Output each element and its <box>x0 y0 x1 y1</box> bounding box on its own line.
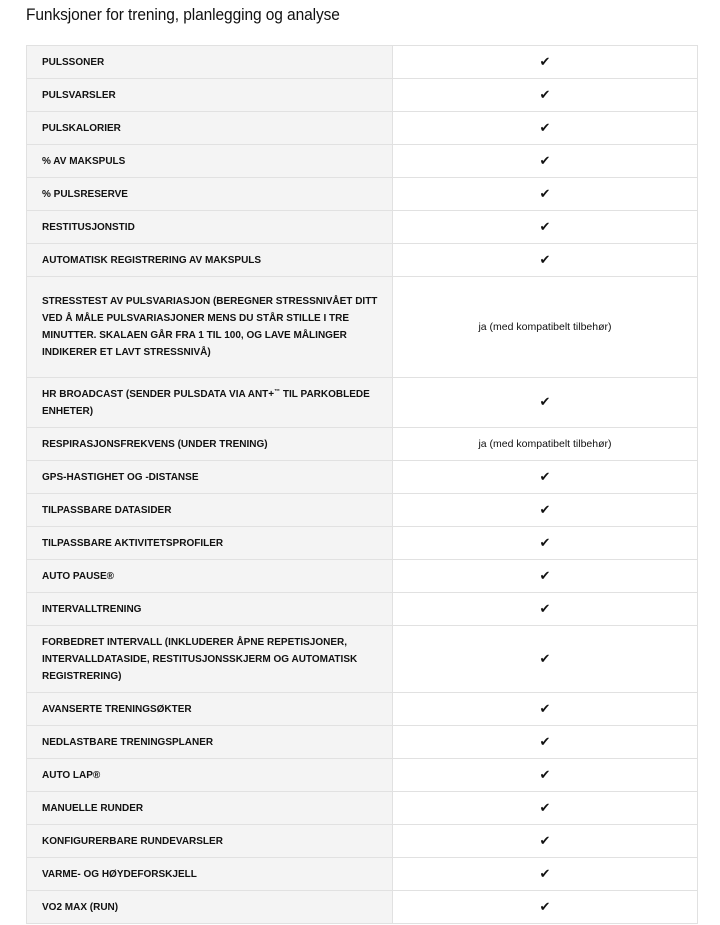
feature-label: RESPIRASJONSFREKVENS (UNDER TRENING) <box>27 428 393 461</box>
feature-label: STRESSTEST AV PULSVARIASJON (BEREGNER STRESSNIVÅET DITT VED Å MÅLE PULSVARIASJONER MENS DU STÅR STILLE I TRE MINUTTER. SKALAEN GÅR FRA 1 TIL 100, OG LAVE MÅLINGER INDIKERER ET LAVT STRESSNIVÅ) <box>27 277 393 378</box>
feature-label: FORBEDRET INTERVALL (INKLUDERER ÅPNE REPETISJONER, INTERVALLDATASIDE, RESTITUSJONSSKJERM OG AUTOMATISK REGISTRERING) <box>27 626 393 693</box>
table-row <box>27 527 698 560</box>
feature-label: AVANSERTE TRENINGSØKTER <box>27 693 393 726</box>
feature-table <box>26 45 698 924</box>
table-row <box>27 277 698 378</box>
feature-label: % PULSRESERVE <box>27 178 393 211</box>
checkmark-icon: ✔ <box>539 568 551 584</box>
feature-label: RESTITUSJONSTID <box>27 211 393 244</box>
checkmark-icon: ✔ <box>539 651 551 667</box>
table-row <box>27 244 698 277</box>
table-row <box>27 494 698 527</box>
table-row <box>27 378 698 428</box>
table-row <box>27 858 698 891</box>
feature-label: KONFIGURERBARE RUNDEVARSLER <box>27 825 393 858</box>
feature-label: TILPASSBARE AKTIVITETSPROFILER <box>27 527 393 560</box>
feature-label: AUTO LAP® <box>27 759 393 792</box>
checkmark-icon: ✔ <box>539 469 551 485</box>
table-row <box>27 428 698 461</box>
table-row <box>27 211 698 244</box>
table-row <box>27 560 698 593</box>
checkmark-icon: ✔ <box>539 734 551 750</box>
feature-label: VARME- OG HØYDEFORSKJELL <box>27 858 393 891</box>
table-row <box>27 825 698 858</box>
checkmark-icon: ✔ <box>539 186 551 202</box>
feature-label: HR BROADCAST (SENDER PULSDATA VIA ANT+™ TIL PARKOBLEDE ENHETER) <box>27 378 393 428</box>
table-row <box>27 792 698 825</box>
checkmark-icon: ✔ <box>539 767 551 783</box>
value-text: ja (med kompatibelt tilbehør) <box>478 438 612 450</box>
table-row <box>27 891 698 924</box>
checkmark-icon: ✔ <box>539 219 551 235</box>
table-row <box>27 461 698 494</box>
feature-label: PULSVARSLER <box>27 79 393 112</box>
table-row <box>27 593 698 626</box>
feature-label: GPS-HASTIGHET OG -DISTANSE <box>27 461 393 494</box>
feature-label: PULSKALORIER <box>27 112 393 145</box>
checkmark-icon: ✔ <box>539 601 551 617</box>
checkmark-icon: ✔ <box>539 800 551 816</box>
table-row <box>27 759 698 792</box>
feature-label: NEDLASTBARE TRENINGSPLANER <box>27 726 393 759</box>
table-row <box>27 626 698 693</box>
table-row <box>27 46 698 79</box>
table-row <box>27 79 698 112</box>
checkmark-icon: ✔ <box>539 54 551 70</box>
feature-label: TILPASSBARE DATASIDER <box>27 494 393 527</box>
checkmark-icon: ✔ <box>539 153 551 169</box>
feature-label: PULSSONER <box>27 46 393 79</box>
page-title: Funksjoner for trening, planlegging og analyse <box>26 6 340 24</box>
checkmark-icon: ✔ <box>539 899 551 915</box>
feature-label: AUTO PAUSE® <box>27 560 393 593</box>
table-row <box>27 178 698 211</box>
checkmark-icon: ✔ <box>539 87 551 103</box>
table-row <box>27 693 698 726</box>
checkmark-icon: ✔ <box>539 120 551 136</box>
value-text: ja (med kompatibelt tilbehør) <box>478 321 612 333</box>
checkmark-icon: ✔ <box>539 252 551 268</box>
feature-label: AUTOMATISK REGISTRERING AV MAKSPULS <box>27 244 393 277</box>
feature-label: VO2 MAX (RUN) <box>27 891 393 924</box>
table-row <box>27 112 698 145</box>
checkmark-icon: ✔ <box>539 701 551 717</box>
table-row <box>27 726 698 759</box>
feature-label: MANUELLE RUNDER <box>27 792 393 825</box>
feature-label: INTERVALLTRENING <box>27 593 393 626</box>
checkmark-icon: ✔ <box>539 833 551 849</box>
feature-label: % AV MAKSPULS <box>27 145 393 178</box>
checkmark-icon: ✔ <box>539 502 551 518</box>
checkmark-icon: ✔ <box>539 866 551 882</box>
checkmark-icon: ✔ <box>539 535 551 551</box>
table-row <box>27 145 698 178</box>
checkmark-icon: ✔ <box>539 395 551 410</box>
